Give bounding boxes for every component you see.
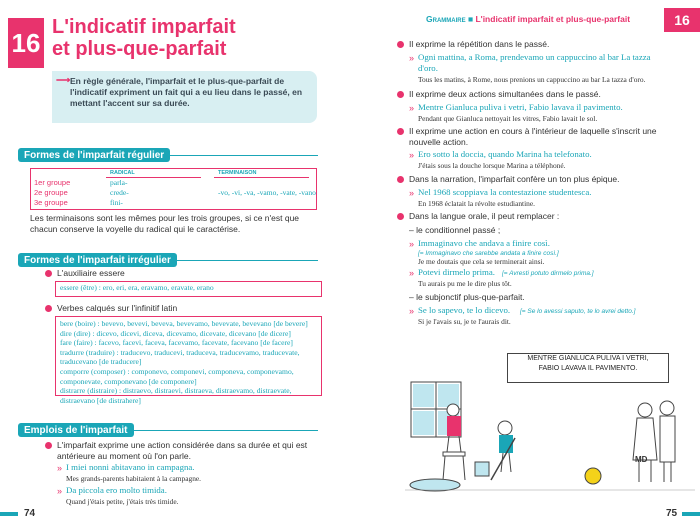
running-header: Grammaire ■ L'indicatif imparfait et plus-que-parfait [426,14,631,24]
table-row-group: 1er groupe [34,178,71,187]
example-french: J'étais sous la douche lorsque Marina a téléphoné. [418,161,566,170]
example-french: Tous les matins, à Rome, nous prenions un cappuccino au bar La tazza d'oro. [418,75,646,84]
page-title [52,16,312,60]
item-text: Dans la langue orale, il peut remplacer : [409,211,560,221]
regular-forms-text: Les terminaisons sont les mêmes pour les trois groupes, si ce n'est que chacun conserve la voyelle du radical qui le caractérise. [30,213,300,234]
bullet-icon [397,41,404,48]
example-italian: Ero sotto la doccia, quando Marina ha telefonato. [418,149,592,159]
chapter-tab: 16 [664,8,700,32]
example-french: Je me doutais que cela se terminerait ainsi. [418,257,545,266]
latin-verbs-list [60,319,318,405]
person-body [447,416,461,436]
section-heading-irregular: Formes de l'imparfait irrégulier [18,253,177,267]
page-number-right: 75 [666,508,678,519]
title-line-1: L'indicatif imparfait [52,16,236,38]
example-italian: I miei nonni abitavano in campagna. [66,462,195,472]
table-row-radical: parla- [110,178,128,187]
usage-text: L'imparfait exprime une action considérée dans sa durée et qui est antérieure au moment où l'on parle. [57,440,308,461]
item-text: Il exprime deux actions simultanées dans le passé. [409,89,601,99]
section-heading-regular: Formes de l'imparfait régulier [18,148,170,162]
table-row-group: 2e groupe [34,188,68,197]
bullet-icon [397,128,404,135]
caption-line: FABIO LAVAVA IL PAVIMENTO. [538,365,638,372]
ball [585,468,601,484]
table-row-radical: crede- [110,188,129,197]
bucket [475,462,489,476]
aux-line: essere (être) : ero, eri, era, eravamo, eravate, erano [60,283,214,292]
verb-line: tradurre (traduire) : traducevo, traducevi, traduceva, traducevamo, traducevate, traducevano [de traducere] [60,347,300,367]
example-italian: Potevi dirmelo prima. [418,267,495,277]
verb-line: dire (dire) : dicevo, dicevi, diceva, dicevamo, dicevate, dicevano [de dicere] [60,328,291,338]
example-italian: Ogni mattina, a Roma, prendevamo un cappuccino al bar La tazza d'oro. [418,52,651,73]
example-french: Si je l'avais su, je te l'aurais dit. [418,317,511,326]
cartoon-illustration [405,380,695,500]
footer-bar [682,512,700,516]
water-puddle [410,479,460,491]
example-marker-icon: » [409,239,415,249]
person-body [660,416,675,462]
table-row-radical: fini- [110,198,123,207]
example-marker-icon: » [57,463,63,473]
person-head [447,404,459,416]
example-french: Pendant que Gianluca nettoyait les vitres, Fabio lavait le sol. [418,114,598,123]
table-line [214,177,309,178]
verb-line: bere (boire) : bevevo, bevevi, beveva, bevevamo, bevevate, bevevano [de bevere] [60,319,308,328]
bullet-icon [45,442,52,449]
item-text: Il exprime une action en cours à l'intérieur de laquelle s'inscrit une nouvelle action. [409,126,657,147]
title-line-2: et plus-que-parfait [52,38,227,60]
person-head [660,401,674,415]
pqp-label: – le subjonctif plus-que-parfait. [409,292,525,302]
example-french: Mes grands-parents habitaient à la campagne. [66,474,202,483]
example-italian: Se lo sapevo, te lo dicevo. [418,305,511,315]
item-text: Il exprime la répétition dans le passé. [409,39,550,49]
example-french: Tu aurais pu me le dire plus tôt. [418,279,512,288]
bullet-icon [397,213,404,220]
footer-bar [0,512,18,516]
example-note: [= Immaginavo che sarebbe andata a finire così.] [418,250,559,257]
bullet-icon [45,270,52,277]
person-body [633,418,657,460]
example-marker-icon: » [57,486,63,496]
example-marker-icon: » [409,188,415,198]
header-title: L'indicatif imparfait et plus-que-parfait [475,14,631,24]
section-heading-usage: Emplois de l'imparfait [18,423,134,437]
bullet-icon [397,176,404,183]
arrow-icon: ⟶ [56,75,71,86]
verb-line: fare (faire) : facevo, facevi, faceva, facevamo, facevate, facevano [de facere] [60,338,293,348]
verb-line: comporre (composer) : componevo, componevi, componeva, componevamo, componevate, componevano [de componere] [60,366,294,386]
person-head [638,403,652,417]
col-radical: RADICAL [110,170,135,176]
rule-text: En règle générale, l'imparfait et le plus-que-parfait de l'indicatif expriment un fait qui a eu lieu dans le passé, en mettant l'accent sur sa durée. [70,76,303,108]
cond-label: – le conditionnel passé ; [409,225,501,235]
example-marker-icon: » [409,268,415,278]
col-terminaison: TERMINAISON [218,170,257,176]
bullet-icon [45,305,52,312]
example-french: En 1968 éclatait la révolte estudiantine. [418,199,535,208]
cartoon-signature: MD [635,455,648,464]
bullet-icon [397,91,404,98]
latin-label: Verbes calqués sur l'infinitif latin [57,303,178,313]
example-french: Quand j'étais petite, j'étais très timide. [66,497,179,506]
example-italian: Nel 1968 scoppiava la contestazione studentesca. [418,187,592,197]
caption-line: MENTRE GIANLUCA PULIVA I VETRI, [527,355,649,362]
chapter-number-badge: 16 [8,18,44,68]
example-marker-icon: » [409,53,415,63]
person-head [498,421,512,435]
cartoon-caption [507,353,669,383]
verb-line: distrarre (distraire) : distraevo, distraevi, distraeva, distraevamo, distraevate, distraevano [de distrahere] [60,386,292,405]
example-italian: Da piccola ero molto timida. [66,485,167,495]
example-italian: Immaginavo che andava a finire così. [418,238,550,248]
page-number-left: 74 [24,508,36,519]
example-marker-icon: » [409,306,415,316]
aux-label: L'auxiliaire essere [57,268,125,278]
item-text: Dans la narration, l'imparfait confère un ton plus épique. [409,174,620,184]
example-italian: Mentre Gianluca puliva i vetri, Fabio lavava il pavimento. [418,102,623,112]
table-row-terminaison: -vo, -vi, -va, -vamo, -vate, -vano [218,188,316,197]
example-note: [= Se lo avessi saputo, te lo avrei detto.] [520,308,636,315]
example-marker-icon: » [409,150,415,160]
example-marker-icon: » [409,103,415,113]
table-row-group: 3e groupe [34,198,68,207]
header-section: Grammaire [426,14,466,24]
rule-box [52,71,317,123]
stool [443,452,465,456]
example-note: [= Avresti potuto dirmelo prima.] [502,270,594,277]
